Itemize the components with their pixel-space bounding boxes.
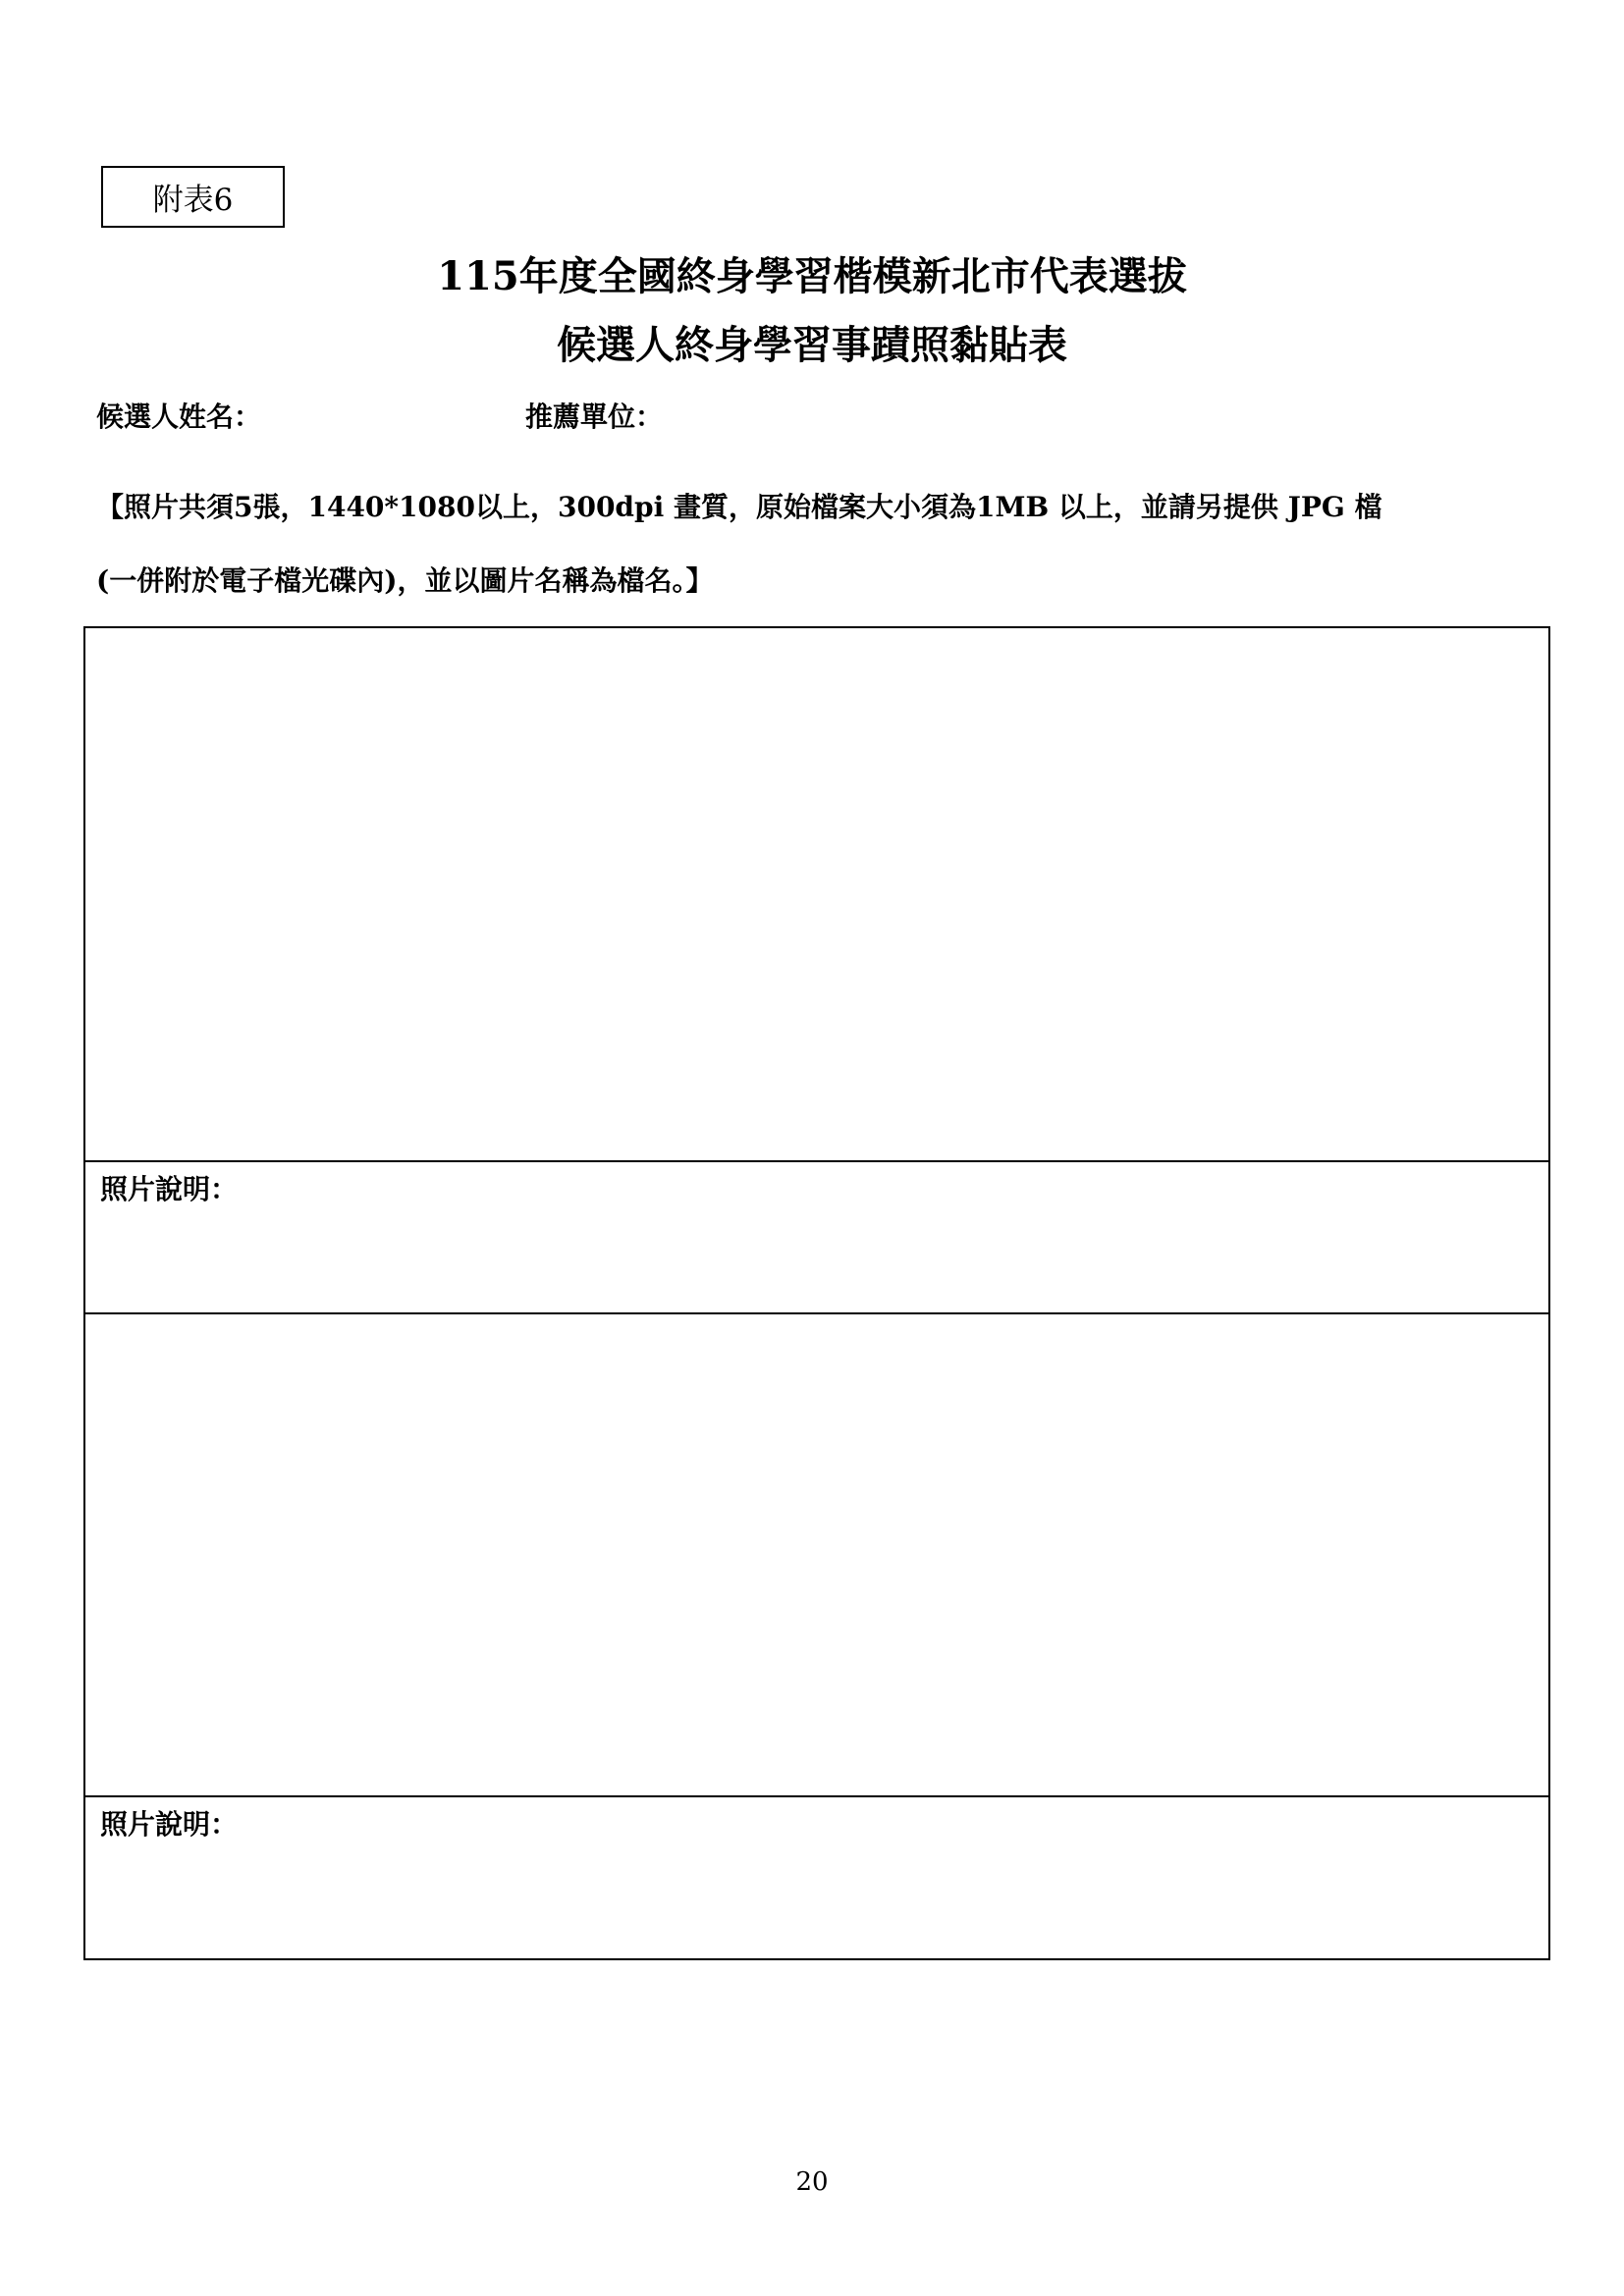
photo-caption-label: 照片說明：: [100, 1173, 239, 1205]
page-number: 20: [795, 2167, 829, 2197]
photo-requirements-note-cont: (一併附於電子檔光碟內)，並以圖片名稱為檔名。】: [96, 564, 714, 597]
document-title: 115年度全國終身學習楷模新北市代表選拔: [437, 253, 1187, 299]
recommending-unit-label: 推薦單位：: [525, 400, 664, 433]
photo-paste-area-2: [85, 1314, 1548, 1797]
photo-paste-table: [83, 626, 1550, 1960]
photo-caption-row-1: [85, 1162, 1548, 1314]
annex-label: 附表6: [101, 166, 285, 228]
photo-paste-area-1: [85, 628, 1548, 1162]
photo-requirements-note: 【照片共須5張，1440*1080以上，300dpi 畫質，原始檔案大小須為1MB 以上，並請另提供 JPG 檔: [96, 491, 1382, 523]
photo-caption-row-2: [85, 1797, 1548, 1958]
document-subtitle: 候選人終身學習事蹟照黏貼表: [557, 322, 1067, 368]
candidate-name-label: 候選人姓名：: [96, 400, 262, 433]
photo-caption-label: 照片說明：: [100, 1808, 239, 1841]
